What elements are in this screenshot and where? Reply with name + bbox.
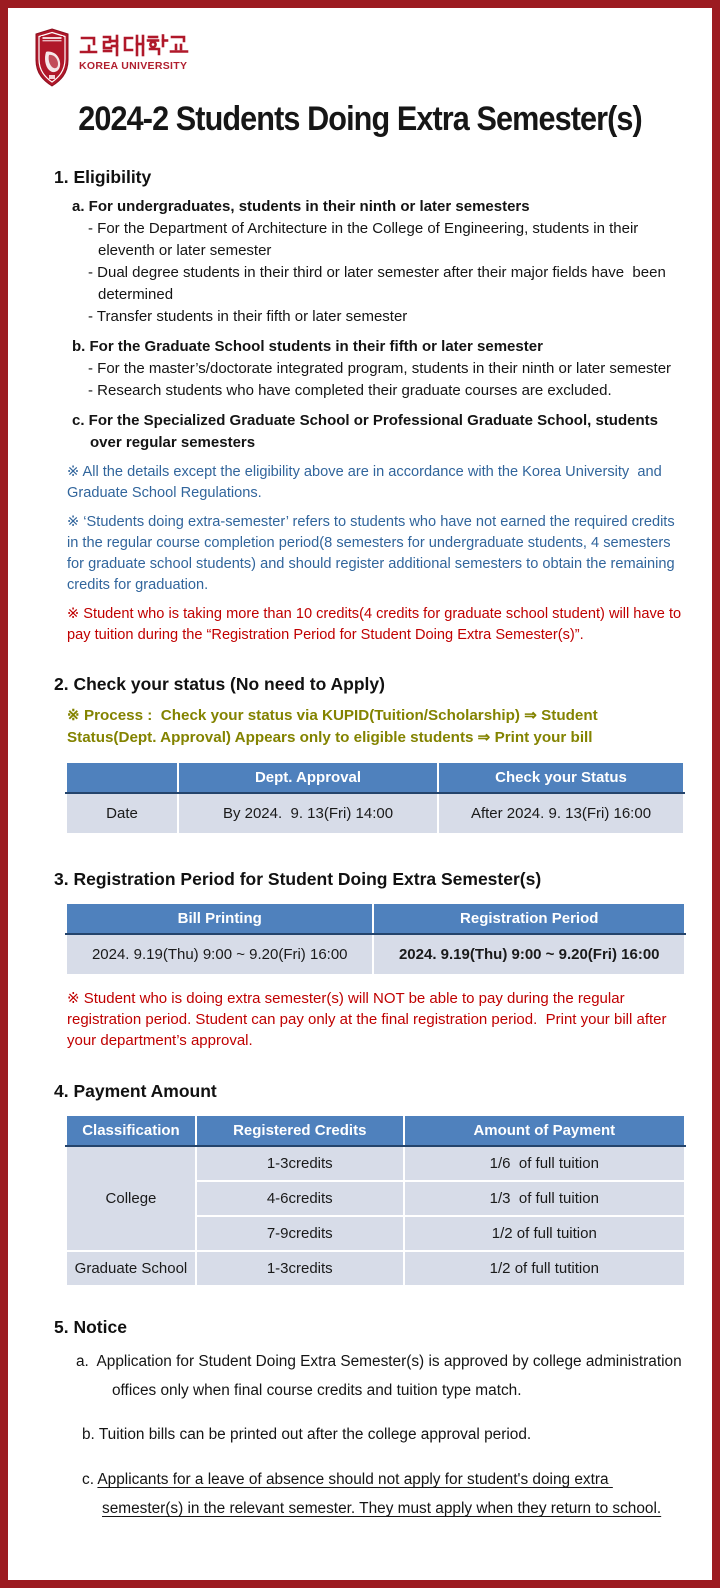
payment-amount-cell: 1/2 of full tutition <box>404 1251 685 1286</box>
payment-table <box>65 1114 686 1287</box>
notice-item-c-prefix: c. <box>82 1470 98 1488</box>
section-notice <box>54 1317 686 1523</box>
eligibility-item-a-sub: - Dual degree students in their third or later semester after their major fields have been determined <box>88 264 670 303</box>
note-final-registration: ※ Student who is doing extra semester(s) will NOT be able to pay during the regular registration period. Student can pay only at the final registration period. Print your bill after your department’s approval. <box>67 990 671 1049</box>
eligibility-item-a-sub: - Transfer students in their fifth or later semester <box>88 308 408 325</box>
payment-credits-cell: 7-9credits <box>196 1216 404 1251</box>
payment-table-header-credits: Registered Credits <box>196 1115 404 1146</box>
payment-college-label: College <box>66 1146 196 1251</box>
status-table-date-row <box>66 793 684 834</box>
status-table-header-row <box>66 762 684 793</box>
registration-table-period-value: 2024. 9.19(Thu) 9:00 ~ 9.20(Fri) 16:00 <box>373 934 685 975</box>
payment-amount-cell: 1/3 of full tuition <box>404 1181 685 1216</box>
eligibility-heading: 1. Eligibility <box>54 167 152 187</box>
notice-item-c <box>54 1465 686 1523</box>
status-table-header-empty <box>66 762 178 793</box>
notice-item-a: a. Application for Student Doing Extra Semester(s) is approved by college administration offices only when final course credits and tuition type match. <box>76 1353 686 1399</box>
logo-korean-name-glyphs <box>79 34 191 58</box>
status-table-header-check-status: Check your Status <box>438 762 684 793</box>
note-tuition-credits: ※ Student who is taking more than 10 credits(4 credits for graduate school student) will have to pay tuition during the “Registration Period for Student Doing Extra Semester(s)”. <box>67 606 686 643</box>
eligibility-item-a-sub: - For the Department of Architecture in the College of Engineering, students in their eleventh or later semester <box>88 220 643 259</box>
check-status-heading: 2. Check your status (No need to Apply) <box>54 674 385 694</box>
note-regulations: ※ All the details except the eligibility above are in accordance with the Korea University and Graduate School Regulations. <box>67 464 666 501</box>
process-note: ※ Process : Check your status via KUPID(Tuition/Scholarship) ⇒ Student Status(Dept. Approval) Appears only to eligible students ⇒ Print your bill <box>67 707 602 746</box>
eligibility-item-b-sub: - For the master’s/doctorate integrated program, students in their ninth or later semester <box>88 360 672 377</box>
logo-text-block <box>79 28 191 72</box>
payment-heading: 4. Payment Amount <box>54 1081 217 1101</box>
payment-table-row <box>66 1146 685 1181</box>
status-table-dept-approval-value: By 2024. 9. 13(Fri) 14:00 <box>178 793 438 834</box>
registration-table-bill-value: 2024. 9.19(Thu) 9:00 ~ 9.20(Fri) 16:00 <box>66 934 373 975</box>
notice-item-c-text: Applicants for a leave of absence should not apply for student's doing extra semester(s) in the relevant semester. They must apply when they return to school. <box>97 1470 662 1517</box>
eligibility-item-b: b. For the Graduate School students in their fifth or later semester <box>72 338 543 355</box>
payment-table-header-classification: Classification <box>66 1115 196 1146</box>
payment-table-header-amount: Amount of Payment <box>404 1115 685 1146</box>
eligibility-item-a: a. For undergraduates, students in their ninth or later semesters <box>72 198 530 215</box>
payment-table-header-row <box>66 1115 685 1146</box>
section-check-status <box>54 674 686 835</box>
section-eligibility <box>54 167 686 646</box>
payment-graduate-label: Graduate School <box>66 1251 196 1286</box>
section-registration-period <box>54 869 686 1051</box>
university-crest-icon <box>34 28 70 88</box>
registration-table-header-row <box>66 903 685 934</box>
payment-table-row <box>66 1251 685 1286</box>
status-table-row-label: Date <box>66 793 178 834</box>
registration-table <box>65 902 686 976</box>
eligibility-item-b-sub: - Research students who have completed their graduate courses are excluded. <box>88 382 612 399</box>
payment-credits-cell: 1-3credits <box>196 1251 404 1286</box>
registration-table-header-bill: Bill Printing <box>66 903 373 934</box>
payment-credits-cell: 4-6credits <box>196 1181 404 1216</box>
registration-table-data-row <box>66 934 685 975</box>
status-table <box>65 761 685 835</box>
registration-heading: 3. Registration Period for Student Doing Extra Semester(s) <box>54 869 542 889</box>
payment-credits-cell: 1-3credits <box>196 1146 404 1181</box>
note-extra-semester-definition: ※ ‘Students doing extra-semester’ refers to students who have not earned the required credits in the regular course completion period(8 semesters for undergraduate students, 4 semesters for graduate school students) and should register additional semesters to obtain the remaining credits for graduation. <box>67 514 679 593</box>
registration-table-header-period: Registration Period <box>373 903 685 934</box>
section-payment-amount <box>54 1081 686 1287</box>
page-title: 2024-2 Students Doing Extra Semester(s) <box>78 100 642 138</box>
payment-amount-cell: 1/2 of full tuition <box>404 1216 685 1251</box>
notice-heading: 5. Notice <box>54 1317 127 1337</box>
korea-university-logo <box>34 28 712 88</box>
notice-item-b: b. Tuition bills can be printed out after the college approval period. <box>82 1426 532 1444</box>
status-table-check-status-value: After 2024. 9. 13(Fri) 16:00 <box>438 793 684 834</box>
status-table-header-dept-approval: Dept. Approval <box>178 762 438 793</box>
logo-english-name: KOREA UNIVERSITY <box>79 60 188 72</box>
payment-amount-cell: 1/6 of full tuition <box>404 1146 685 1181</box>
eligibility-item-c: c. For the Specialized Graduate School or Professional Graduate School, students over regular semesters <box>72 412 663 451</box>
